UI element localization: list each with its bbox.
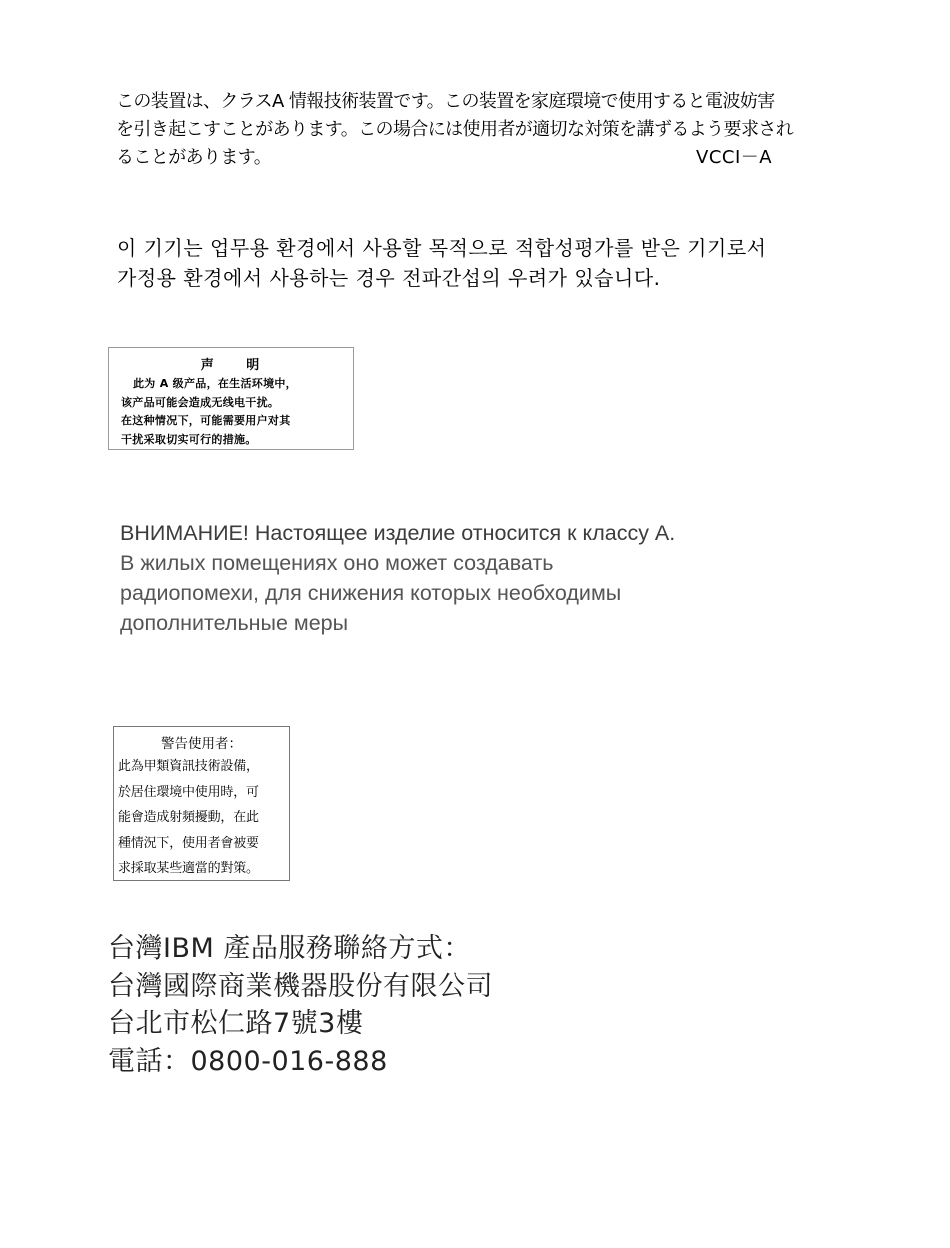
jp-line: ることがあります。 bbox=[116, 147, 272, 168]
kr-line: 가정용 환경에서 사용하는 경우 전파간섭의 우려가 있습니다. bbox=[117, 266, 661, 290]
cn-line: 该产品可能会造成无线电干扰。 bbox=[121, 395, 280, 409]
vcci-notice-japanese bbox=[116, 88, 836, 172]
cn-title: 声 明 bbox=[200, 358, 262, 373]
cn-line: 此为 A 级产品，在生活环境中， bbox=[133, 377, 297, 390]
ibm-taiwan-contact bbox=[108, 930, 708, 1080]
tw-line: 能會造成射頻擾動，在此 bbox=[118, 810, 259, 825]
notice-russian bbox=[120, 518, 840, 638]
contact-address: 台北市松仁路7號3樓 bbox=[108, 1008, 364, 1039]
notice-korean bbox=[117, 233, 897, 293]
jp-line: を引き起こすことがあります。この場合には使用者が適切な対策を講ずるよう要求され bbox=[116, 119, 794, 140]
contact-company: 台灣國際商業機器股份有限公司 bbox=[108, 970, 493, 1002]
notice-simplified-chinese-box bbox=[108, 347, 354, 450]
ru-line: дополнительные меры bbox=[120, 611, 349, 635]
ru-line: радиопомехи, для снижения которых необходимы bbox=[120, 581, 622, 605]
ru-line: В жилых помещениях оно может создавать bbox=[120, 551, 554, 575]
contact-heading: 台灣IBM 產品服務聯絡方式： bbox=[108, 933, 471, 964]
kr-line: 이 기기는 업무용 환경에서 사용할 목적으로 적합성평가를 받은 기기로서 bbox=[117, 236, 767, 260]
cn-line: 在这种情况下，可能需要用户对其 bbox=[121, 414, 291, 427]
notice-traditional-chinese-box bbox=[113, 726, 290, 881]
tw-line: 種情況下，使用者會被要 bbox=[118, 835, 259, 851]
tw-line: 此為甲類資訊技術設備， bbox=[118, 759, 259, 774]
vcci-class-label: VCCI－A bbox=[696, 147, 773, 168]
jp-line: この装置は、クラスA 情報技術装置です。この装置を家庭環境で使用すると電波妨害 bbox=[116, 91, 775, 112]
tw-line: 於居住環境中使用時，可 bbox=[118, 784, 259, 800]
tw-line: 求採取某些適當的對策。 bbox=[118, 861, 259, 876]
cn-line: 干扰采取切实可行的措施。 bbox=[121, 432, 257, 446]
tw-title: 警告使用者： bbox=[161, 736, 242, 752]
ru-line: ВНИМАНИЕ! Настоящее изделие относится к классу А. bbox=[120, 521, 676, 545]
contact-phone: 電話：0800-016-888 bbox=[108, 1045, 388, 1077]
